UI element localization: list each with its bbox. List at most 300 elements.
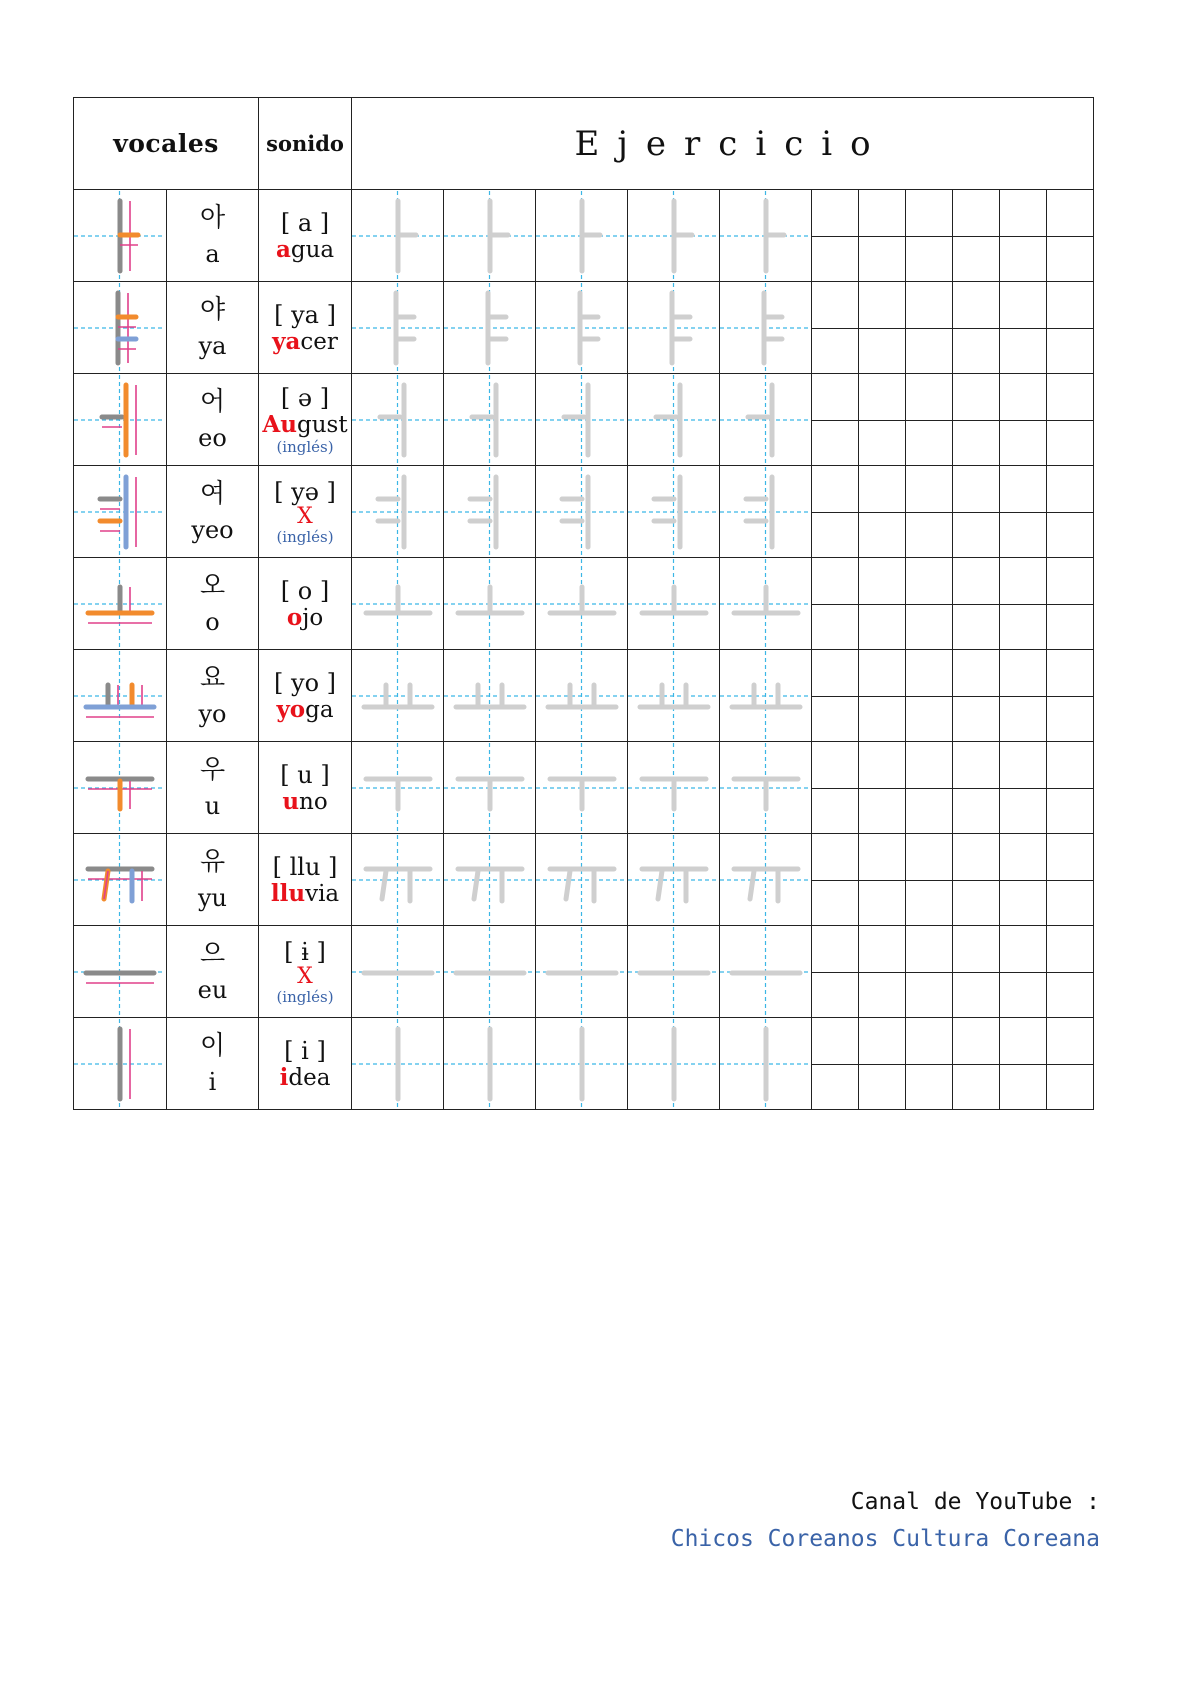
blank-practice-box[interactable] — [953, 283, 999, 373]
hangul-syllable: 여 — [199, 478, 226, 509]
blank-practice-cell[interactable] — [859, 558, 906, 650]
blank-divider — [953, 880, 999, 881]
tracing-cell[interactable] — [352, 558, 444, 650]
trace-glyph-icon — [444, 743, 535, 833]
blank-divider — [1047, 1064, 1093, 1065]
blank-practice-box[interactable] — [953, 375, 999, 465]
stroke-order-diagram-icon — [74, 743, 165, 833]
blank-practice-box[interactable] — [1047, 651, 1093, 741]
blank-practice-box[interactable] — [812, 1019, 858, 1109]
tracing-cell[interactable] — [352, 834, 444, 926]
ipa-transcription: [ u ] — [280, 760, 330, 789]
ipa-transcription: [ a ] — [280, 208, 330, 237]
tracing-cell[interactable] — [720, 374, 812, 466]
blank-practice-cell[interactable] — [906, 742, 953, 834]
blank-practice-box[interactable] — [1000, 559, 1046, 649]
vowel-cell — [167, 742, 259, 834]
blank-divider — [812, 236, 858, 237]
blank-practice-box[interactable] — [812, 835, 858, 925]
blank-divider — [1047, 696, 1093, 697]
blank-divider — [859, 880, 905, 881]
blank-divider — [1000, 880, 1046, 881]
blank-practice-box[interactable] — [859, 467, 905, 557]
blank-practice-cell[interactable] — [1000, 926, 1047, 1018]
language-note: (inglés) — [276, 437, 334, 456]
tracing-cell[interactable] — [720, 558, 812, 650]
blank-practice-cell[interactable] — [859, 190, 906, 282]
blank-divider — [1000, 328, 1046, 329]
blank-practice-cell[interactable] — [812, 742, 859, 834]
blank-practice-box[interactable] — [812, 375, 858, 465]
blank-divider — [1047, 512, 1093, 513]
blank-practice-cell[interactable] — [953, 834, 1000, 926]
tracing-cell[interactable] — [444, 1018, 536, 1110]
blank-divider — [859, 1064, 905, 1065]
trace-glyph-icon — [536, 927, 627, 1017]
romanization: yo — [198, 699, 227, 728]
blank-practice-box[interactable] — [906, 651, 952, 741]
trace-glyph-icon — [628, 375, 719, 465]
blank-divider — [953, 236, 999, 237]
blank-practice-box[interactable] — [953, 191, 999, 281]
tracing-cell[interactable] — [720, 742, 812, 834]
tracing-cell[interactable] — [352, 374, 444, 466]
header-ejercicio: Ejercicio — [352, 98, 1094, 190]
tracing-cell[interactable] — [628, 650, 720, 742]
blank-divider — [812, 328, 858, 329]
blank-practice-box[interactable] — [812, 191, 858, 281]
blank-practice-cell[interactable] — [1047, 190, 1094, 282]
trace-glyph-icon — [536, 559, 627, 649]
tracing-cell[interactable] — [536, 190, 628, 282]
vowel-row-yeo — [74, 466, 1094, 558]
blank-practice-box[interactable] — [859, 191, 905, 281]
blank-practice-box[interactable] — [812, 559, 858, 649]
blank-practice-cell[interactable] — [1000, 282, 1047, 374]
stroke-order-cell — [74, 374, 167, 466]
trace-glyph-icon — [720, 651, 811, 741]
stroke-order-cell — [74, 742, 167, 834]
blank-practice-cell[interactable] — [859, 742, 906, 834]
blank-practice-box[interactable] — [1000, 927, 1046, 1017]
header-sonido: sonido — [259, 98, 352, 190]
example-highlight: o — [286, 603, 303, 631]
blank-practice-cell[interactable] — [953, 742, 1000, 834]
blank-practice-cell[interactable] — [953, 1018, 1000, 1110]
blank-practice-box[interactable] — [1047, 559, 1093, 649]
blank-practice-cell[interactable] — [906, 282, 953, 374]
tracing-cell[interactable] — [444, 834, 536, 926]
blank-practice-box[interactable] — [953, 743, 999, 833]
tracing-cell[interactable] — [444, 650, 536, 742]
tracing-cell[interactable] — [628, 926, 720, 1018]
romanization: yu — [198, 883, 228, 912]
blank-divider — [1000, 972, 1046, 973]
blank-practice-cell[interactable] — [906, 374, 953, 466]
vowel-cell — [167, 834, 259, 926]
blank-divider — [906, 972, 952, 973]
example-rest: no — [299, 788, 328, 815]
stroke-order-cell — [74, 650, 167, 742]
trace-glyph-icon — [444, 559, 535, 649]
blank-practice-box[interactable] — [1000, 467, 1046, 557]
blank-practice-box[interactable] — [859, 743, 905, 833]
example-rest: cer — [300, 328, 338, 355]
blank-divider — [906, 880, 952, 881]
vowel-row-o — [74, 558, 1094, 650]
tracing-cell[interactable] — [352, 742, 444, 834]
blank-practice-box[interactable] — [1047, 467, 1093, 557]
no-equivalent-mark: X — [297, 503, 313, 529]
blank-practice-cell[interactable] — [859, 466, 906, 558]
trace-glyph-icon — [352, 375, 443, 465]
blank-practice-box[interactable] — [1047, 375, 1093, 465]
stroke-order-cell — [74, 834, 167, 926]
blank-practice-box[interactable] — [906, 283, 952, 373]
blank-divider — [953, 604, 999, 605]
blank-practice-cell[interactable] — [812, 558, 859, 650]
trace-glyph-icon — [444, 375, 535, 465]
vowel-table — [73, 97, 1094, 1110]
blank-practice-cell[interactable] — [859, 650, 906, 742]
tracing-cell[interactable] — [628, 1018, 720, 1110]
blank-practice-box[interactable] — [906, 1019, 952, 1109]
trace-glyph-icon — [352, 927, 443, 1017]
blank-divider — [1047, 604, 1093, 605]
footer — [671, 1484, 1100, 1558]
blank-divider — [906, 604, 952, 605]
blank-practice-cell[interactable] — [859, 834, 906, 926]
blank-practice-cell[interactable] — [1000, 834, 1047, 926]
trace-glyph-icon — [628, 283, 719, 373]
tracing-cell[interactable] — [628, 190, 720, 282]
blank-practice-box[interactable] — [859, 835, 905, 925]
example-word — [259, 412, 351, 438]
blank-divider — [1000, 604, 1046, 605]
blank-practice-cell[interactable] — [906, 466, 953, 558]
blank-divider — [812, 972, 858, 973]
romanization: i — [208, 1067, 217, 1096]
blank-practice-cell[interactable] — [906, 558, 953, 650]
blank-practice-cell[interactable] — [1000, 650, 1047, 742]
blank-practice-box[interactable] — [953, 467, 999, 557]
example-rest: jo — [302, 604, 324, 631]
blank-divider — [953, 696, 999, 697]
romanization: yeo — [191, 515, 234, 544]
tracing-cell[interactable] — [444, 190, 536, 282]
blank-practice-box[interactable] — [1047, 835, 1093, 925]
tracing-cell[interactable] — [352, 466, 444, 558]
blank-practice-cell[interactable] — [1047, 558, 1094, 650]
blank-practice-cell[interactable] — [906, 650, 953, 742]
blank-practice-cell[interactable] — [1047, 374, 1094, 466]
trace-glyph-icon — [628, 927, 719, 1017]
tracing-cell[interactable] — [352, 1018, 444, 1110]
blank-practice-box[interactable] — [906, 559, 952, 649]
youtube-channel-link[interactable]: Chicos Coreanos Cultura Coreana — [670, 1526, 1100, 1552]
tracing-cell[interactable] — [352, 282, 444, 374]
blank-divider — [1047, 328, 1093, 329]
no-equivalent-mark: X — [297, 963, 313, 989]
ipa-transcription: [ yo ] — [274, 668, 337, 697]
blank-practice-cell[interactable] — [812, 650, 859, 742]
blank-practice-box[interactable] — [812, 467, 858, 557]
header-vocales: vocales — [74, 98, 259, 190]
blank-practice-cell[interactable] — [1047, 742, 1094, 834]
blank-practice-box[interactable] — [953, 559, 999, 649]
tracing-cell[interactable] — [628, 834, 720, 926]
trace-glyph-icon — [720, 835, 811, 925]
blank-practice-box[interactable] — [1000, 1019, 1046, 1109]
blank-practice-box[interactable] — [1000, 835, 1046, 925]
blank-practice-box[interactable] — [812, 743, 858, 833]
romanization: o — [205, 607, 220, 636]
trace-stroke-2 — [382, 871, 386, 899]
blank-practice-cell[interactable] — [812, 190, 859, 282]
blank-divider — [1047, 236, 1093, 237]
blank-practice-box[interactable] — [859, 1019, 905, 1109]
blank-practice-cell[interactable] — [906, 190, 953, 282]
blank-practice-box[interactable] — [906, 191, 952, 281]
example-word — [259, 237, 351, 263]
tracing-cell[interactable] — [720, 282, 812, 374]
blank-divider — [1047, 788, 1093, 789]
blank-divider — [859, 972, 905, 973]
blank-practice-cell[interactable] — [859, 282, 906, 374]
ipa-transcription: [ llu ] — [272, 852, 338, 881]
vowel-cell — [167, 1018, 259, 1110]
hangul-syllable: 야 — [199, 294, 226, 325]
stroke-order-diagram-icon — [74, 375, 165, 465]
tracing-cell[interactable] — [720, 1018, 812, 1110]
vowel-cell — [167, 282, 259, 374]
trace-glyph-icon — [720, 375, 811, 465]
sound-cell — [259, 558, 352, 650]
tracing-cell[interactable] — [628, 466, 720, 558]
vowel-row-eu — [74, 926, 1094, 1018]
example-rest: gust — [297, 411, 348, 438]
blank-divider — [906, 696, 952, 697]
blank-practice-box[interactable] — [906, 927, 952, 1017]
blank-divider — [859, 420, 905, 421]
romanization: a — [205, 239, 220, 268]
tracing-cell[interactable] — [628, 282, 720, 374]
blank-practice-cell[interactable] — [812, 926, 859, 1018]
blank-practice-box[interactable] — [859, 283, 905, 373]
stroke-order-diagram-icon — [74, 927, 165, 1017]
romanization: eo — [198, 423, 227, 452]
hangul-syllable: 아 — [199, 202, 226, 233]
tracing-cell[interactable] — [536, 466, 628, 558]
blank-practice-cell[interactable] — [1000, 466, 1047, 558]
vowel-cell — [167, 466, 259, 558]
sound-cell — [259, 282, 352, 374]
tracing-cell[interactable] — [444, 374, 536, 466]
blank-practice-cell[interactable] — [906, 1018, 953, 1110]
blank-practice-cell[interactable] — [859, 374, 906, 466]
trace-glyph-icon — [352, 559, 443, 649]
blank-practice-box[interactable] — [953, 835, 999, 925]
tracing-cell[interactable] — [628, 742, 720, 834]
blank-practice-cell[interactable] — [812, 466, 859, 558]
blank-practice-cell[interactable] — [953, 926, 1000, 1018]
blank-practice-box[interactable] — [1047, 191, 1093, 281]
blank-practice-box[interactable] — [953, 651, 999, 741]
vowel-cell — [167, 926, 259, 1018]
tracing-cell[interactable] — [536, 1018, 628, 1110]
vowel-cell — [167, 650, 259, 742]
blank-practice-cell[interactable] — [1000, 374, 1047, 466]
blank-divider — [859, 328, 905, 329]
blank-practice-box[interactable] — [812, 927, 858, 1017]
blank-practice-box[interactable] — [1000, 283, 1046, 373]
tracing-cell[interactable] — [720, 466, 812, 558]
tracing-cell[interactable] — [628, 374, 720, 466]
blank-practice-cell[interactable] — [1000, 190, 1047, 282]
tracing-cell[interactable] — [536, 834, 628, 926]
tracing-cell[interactable] — [720, 926, 812, 1018]
blank-practice-cell[interactable] — [953, 466, 1000, 558]
stroke-order-cell — [74, 926, 167, 1018]
vowel-row-i — [74, 1018, 1094, 1110]
hangul-syllable: 우 — [199, 754, 226, 785]
stroke-order-diagram-icon — [74, 191, 165, 281]
blank-practice-cell[interactable] — [812, 834, 859, 926]
blank-practice-box[interactable] — [812, 651, 858, 741]
example-rest: dea — [288, 1064, 331, 1091]
blank-practice-cell[interactable] — [953, 190, 1000, 282]
trace-glyph-icon — [444, 835, 535, 925]
tracing-cell[interactable] — [720, 834, 812, 926]
example-word — [259, 329, 351, 355]
trace-glyph-icon — [536, 467, 627, 557]
ipa-transcription: [ o ] — [280, 576, 330, 605]
blank-practice-box[interactable] — [1000, 651, 1046, 741]
tracing-cell[interactable] — [444, 466, 536, 558]
blank-practice-cell[interactable] — [953, 282, 1000, 374]
ipa-transcription: [ i ] — [284, 1036, 326, 1065]
blank-practice-box[interactable] — [906, 467, 952, 557]
vowel-row-a — [74, 190, 1094, 282]
tracing-cell[interactable] — [536, 282, 628, 374]
stroke-order-cell — [74, 558, 167, 650]
example-highlight: ya — [272, 327, 301, 355]
blank-divider — [812, 880, 858, 881]
blank-practice-cell[interactable] — [812, 374, 859, 466]
tracing-cell[interactable] — [444, 558, 536, 650]
tracing-cell[interactable] — [720, 190, 812, 282]
trace-glyph-icon — [444, 467, 535, 557]
blank-practice-box[interactable] — [953, 1019, 999, 1109]
blank-practice-cell[interactable] — [812, 1018, 859, 1110]
vowel-cell — [167, 190, 259, 282]
blank-practice-box[interactable] — [1047, 743, 1093, 833]
blank-practice-cell[interactable] — [1047, 466, 1094, 558]
blank-practice-box[interactable] — [812, 283, 858, 373]
tracing-cell[interactable] — [536, 558, 628, 650]
blank-practice-cell[interactable] — [812, 282, 859, 374]
blank-practice-cell[interactable] — [1000, 1018, 1047, 1110]
stroke-order-diagram-icon — [74, 283, 165, 373]
tracing-cell[interactable] — [720, 650, 812, 742]
blank-practice-box[interactable] — [1047, 283, 1093, 373]
blank-practice-cell[interactable] — [859, 926, 906, 1018]
blank-practice-box[interactable] — [859, 651, 905, 741]
vowel-row-yo — [74, 650, 1094, 742]
tracing-cell[interactable] — [444, 742, 536, 834]
blank-practice-box[interactable] — [1000, 375, 1046, 465]
example-highlight: yo — [276, 695, 306, 723]
blank-divider — [906, 1064, 952, 1065]
trace-glyph-icon — [628, 559, 719, 649]
sound-cell — [259, 466, 352, 558]
trace-stroke-2 — [658, 871, 662, 899]
blank-practice-box[interactable] — [859, 375, 905, 465]
trace-glyph-icon — [720, 191, 811, 281]
tracing-cell[interactable] — [444, 926, 536, 1018]
blank-practice-box[interactable] — [906, 835, 952, 925]
trace-glyph-icon — [352, 467, 443, 557]
tracing-cell[interactable] — [352, 650, 444, 742]
blank-practice-cell[interactable] — [1047, 1018, 1094, 1110]
tracing-cell[interactable] — [536, 742, 628, 834]
blank-divider — [1047, 880, 1093, 881]
blank-practice-cell[interactable] — [859, 1018, 906, 1110]
blank-practice-cell[interactable] — [953, 558, 1000, 650]
tracing-cell[interactable] — [536, 374, 628, 466]
blank-practice-box[interactable] — [906, 743, 952, 833]
trace-glyph-icon — [720, 467, 811, 557]
example-highlight: a — [275, 235, 291, 263]
blank-practice-cell[interactable] — [1047, 282, 1094, 374]
tracing-cell[interactable] — [628, 558, 720, 650]
hangul-syllable: 어 — [199, 386, 226, 417]
tracing-cell[interactable] — [352, 926, 444, 1018]
blank-practice-box[interactable] — [1047, 927, 1093, 1017]
blank-practice-cell[interactable] — [1000, 742, 1047, 834]
tracing-cell[interactable] — [352, 190, 444, 282]
hangul-syllable: 유 — [199, 846, 226, 877]
blank-practice-box[interactable] — [1000, 743, 1046, 833]
blank-practice-box[interactable] — [859, 559, 905, 649]
trace-glyph-icon — [628, 743, 719, 833]
blank-practice-box[interactable] — [1047, 1019, 1093, 1109]
blank-practice-cell[interactable] — [1000, 558, 1047, 650]
tracing-cell[interactable] — [444, 282, 536, 374]
blank-practice-box[interactable] — [953, 927, 999, 1017]
example-word — [259, 605, 351, 631]
example-highlight: i — [279, 1063, 289, 1091]
blank-practice-box[interactable] — [1000, 191, 1046, 281]
blank-practice-cell[interactable] — [1047, 926, 1094, 1018]
blank-practice-box[interactable] — [906, 375, 952, 465]
blank-practice-cell[interactable] — [953, 650, 1000, 742]
trace-glyph-icon — [536, 1019, 627, 1109]
blank-divider — [953, 420, 999, 421]
trace-glyph-icon — [536, 191, 627, 281]
blank-practice-cell[interactable] — [906, 834, 953, 926]
trace-glyph-icon — [352, 651, 443, 741]
blank-practice-cell[interactable] — [1047, 834, 1094, 926]
tracing-cell[interactable] — [536, 926, 628, 1018]
tracing-cell[interactable] — [536, 650, 628, 742]
blank-practice-cell[interactable] — [1047, 650, 1094, 742]
blank-practice-cell[interactable] — [953, 374, 1000, 466]
blank-practice-box[interactable] — [859, 927, 905, 1017]
trace-glyph-icon — [628, 191, 719, 281]
blank-practice-cell[interactable] — [906, 926, 953, 1018]
hangul-syllable: 오 — [199, 570, 226, 601]
